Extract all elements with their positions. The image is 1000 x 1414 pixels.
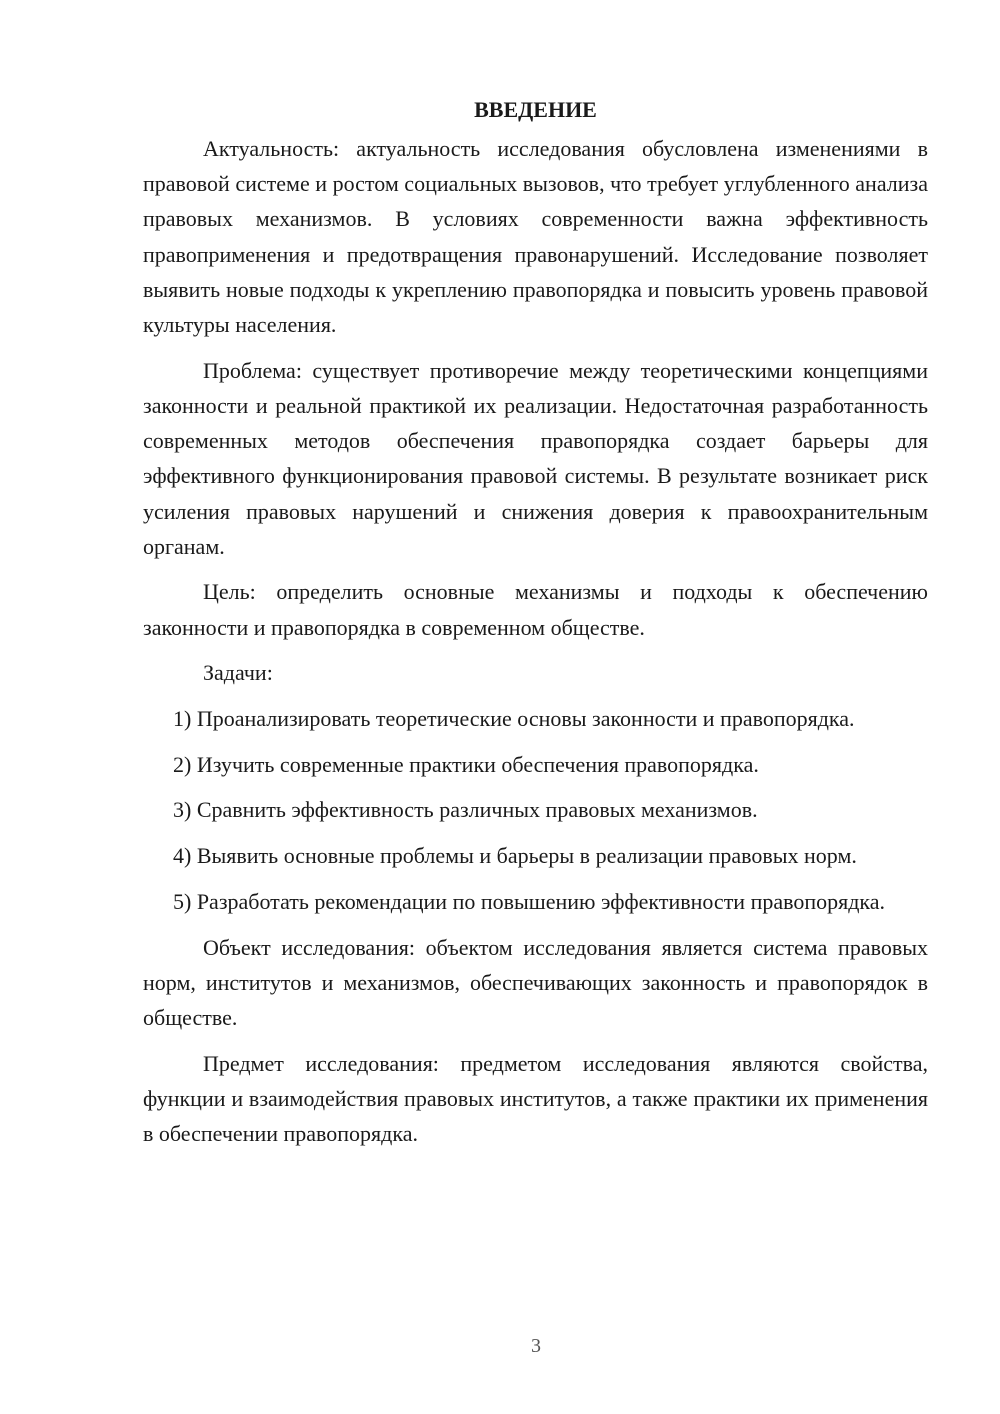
paragraph-object: Объект исследования: объектом исследования является система правовых норм, институтов и механизмов, обеспечивающих законность и правопорядок в обществе.: [143, 934, 928, 1030]
paragraph-relevance: Актуальность: актуальность исследования обусловлена изменениями в правовой системе и ростом социальных вызовов, что требует углубленного анализа правовых механизмов. В условиях современности важна эффективность правоприменения и предотвращения правонарушений. Исследование позволяет выявить новые подходы к укреплению правопорядка и повысить уровень правовой культуры населения.: [143, 136, 928, 338]
paragraph-problem: Проблема: существует противоречие между теоретическими концепциями законности и реальной практикой их реализации. Недостаточная разработанность современных методов обеспечения правопорядка создает барьеры для эффективного функционирования правовой системы. В результате возникает риск усиления правовых нарушений и снижения доверия к правоохранительным органам.: [143, 357, 928, 559]
paragraph-subject: Предмет исследования: предметом исследования являются свойства, функции и взаимодействия правовых институтов, а также практики их применения в обеспечении правопорядка.: [143, 1050, 928, 1147]
page-content: [143, 92, 928, 1162]
list-item: 4) Выявить основные проблемы и барьеры в реализации правовых норм.: [173, 843, 857, 869]
list-item: 1) Проанализировать теоретические основы законности и правопорядка.: [173, 706, 855, 732]
tasks-list: [143, 701, 928, 919]
tasks-heading: Задачи:: [203, 660, 273, 686]
list-item: 5) Разработать рекомендации по повышению эффективности правопорядка.: [173, 888, 886, 914]
list-item: 2) Изучить современные практики обеспечения правопорядка.: [173, 751, 759, 777]
paragraph-goal: Цель: определить основные механизмы и подходы к обеспечению законности и правопорядка в современном обществе.: [143, 579, 928, 640]
section-title: ВВЕДЕНИЕ: [474, 97, 597, 122]
list-item: 3) Сравнить эффективность различных правовых механизмов.: [173, 797, 758, 823]
page-number: 3: [531, 1335, 541, 1357]
